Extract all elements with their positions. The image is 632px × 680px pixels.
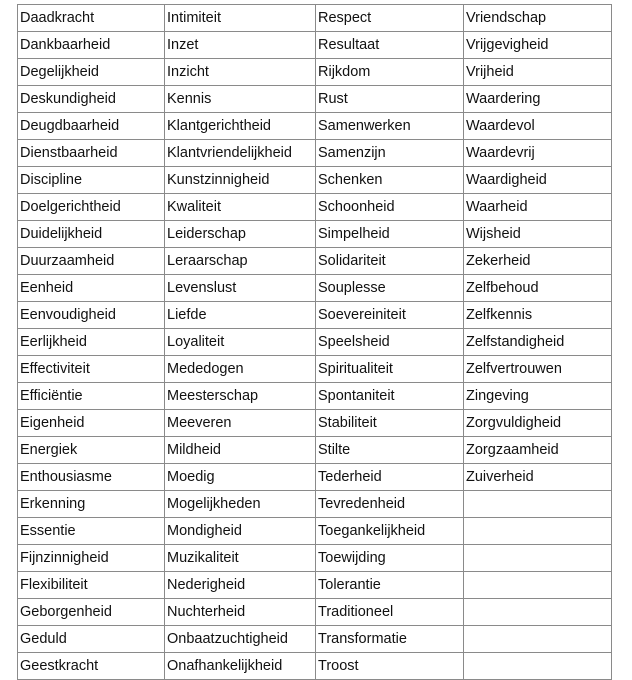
table-cell: Inzicht bbox=[165, 59, 316, 86]
table-cell: Liefde bbox=[165, 302, 316, 329]
table-row bbox=[18, 329, 612, 356]
table-cell: Essentie bbox=[18, 518, 165, 545]
table-row bbox=[18, 221, 612, 248]
table-cell: Geborgenheid bbox=[18, 599, 165, 626]
table-cell bbox=[464, 491, 612, 518]
table-cell bbox=[464, 626, 612, 653]
table-cell: Eenheid bbox=[18, 275, 165, 302]
values-table-container bbox=[17, 4, 612, 680]
table-cell: Discipline bbox=[18, 167, 165, 194]
table-cell: Toewijding bbox=[316, 545, 464, 572]
table-cell: Loyaliteit bbox=[165, 329, 316, 356]
table-cell: Intimiteit bbox=[165, 5, 316, 32]
table-cell: Muzikaliteit bbox=[165, 545, 316, 572]
table-cell: Solidariteit bbox=[316, 248, 464, 275]
table-cell: Waardevrij bbox=[464, 140, 612, 167]
table-cell: Samenwerken bbox=[316, 113, 464, 140]
table-row bbox=[18, 194, 612, 221]
table-cell: Vrijheid bbox=[464, 59, 612, 86]
table-cell: Mondigheid bbox=[165, 518, 316, 545]
table-cell: Waardigheid bbox=[464, 167, 612, 194]
table-cell bbox=[464, 572, 612, 599]
table-cell: Rust bbox=[316, 86, 464, 113]
table-cell: Energiek bbox=[18, 437, 165, 464]
table-cell bbox=[464, 599, 612, 626]
table-cell: Kunstzinnigheid bbox=[165, 167, 316, 194]
table-cell bbox=[464, 518, 612, 545]
table-cell: Eenvoudigheid bbox=[18, 302, 165, 329]
table-cell: Zorgzaamheid bbox=[464, 437, 612, 464]
table-cell: Spontaniteit bbox=[316, 383, 464, 410]
table-row bbox=[18, 626, 612, 653]
table-row bbox=[18, 491, 612, 518]
table-row bbox=[18, 599, 612, 626]
table-cell: Mededogen bbox=[165, 356, 316, 383]
table-cell: Soevereiniteit bbox=[316, 302, 464, 329]
table-cell: Waarheid bbox=[464, 194, 612, 221]
table-cell: Doelgerichtheid bbox=[18, 194, 165, 221]
table-cell: Troost bbox=[316, 653, 464, 680]
table-cell bbox=[464, 653, 612, 680]
table-row bbox=[18, 167, 612, 194]
table-cell: Stabiliteit bbox=[316, 410, 464, 437]
table-cell: Deskundigheid bbox=[18, 86, 165, 113]
table-cell: Wijsheid bbox=[464, 221, 612, 248]
table-row bbox=[18, 545, 612, 572]
table-cell: Zelfstandigheid bbox=[464, 329, 612, 356]
table-cell: Zelfvertrouwen bbox=[464, 356, 612, 383]
table-cell: Zelfbehoud bbox=[464, 275, 612, 302]
table-cell: Enthousiasme bbox=[18, 464, 165, 491]
table-cell: Zorgvuldigheid bbox=[464, 410, 612, 437]
table-cell: Stilte bbox=[316, 437, 464, 464]
table-row bbox=[18, 32, 612, 59]
table-cell: Tederheid bbox=[316, 464, 464, 491]
table-cell: Efficiëntie bbox=[18, 383, 165, 410]
values-table-body bbox=[18, 5, 612, 680]
table-cell: Spiritualiteit bbox=[316, 356, 464, 383]
table-cell: Geduld bbox=[18, 626, 165, 653]
table-row bbox=[18, 5, 612, 32]
table-cell: Mogelijkheden bbox=[165, 491, 316, 518]
table-cell: Souplesse bbox=[316, 275, 464, 302]
table-cell: Dienstbaarheid bbox=[18, 140, 165, 167]
table-cell: Tevredenheid bbox=[316, 491, 464, 518]
table-cell: Mildheid bbox=[165, 437, 316, 464]
table-cell: Flexibiliteit bbox=[18, 572, 165, 599]
table-cell: Rijkdom bbox=[316, 59, 464, 86]
table-row bbox=[18, 572, 612, 599]
table-cell: Fijnzinnigheid bbox=[18, 545, 165, 572]
table-row bbox=[18, 86, 612, 113]
table-row bbox=[18, 113, 612, 140]
table-row bbox=[18, 275, 612, 302]
table-row bbox=[18, 518, 612, 545]
table-cell: Erkenning bbox=[18, 491, 165, 518]
table-cell: Samenzijn bbox=[316, 140, 464, 167]
table-cell: Kwaliteit bbox=[165, 194, 316, 221]
table-cell: Zuiverheid bbox=[464, 464, 612, 491]
table-cell: Dankbaarheid bbox=[18, 32, 165, 59]
table-cell: Inzet bbox=[165, 32, 316, 59]
table-cell: Zekerheid bbox=[464, 248, 612, 275]
table-cell: Waardevol bbox=[464, 113, 612, 140]
table-cell: Onafhankelijkheid bbox=[165, 653, 316, 680]
table-cell: Nuchterheid bbox=[165, 599, 316, 626]
table-cell: Moedig bbox=[165, 464, 316, 491]
table-cell: Levenslust bbox=[165, 275, 316, 302]
table-row bbox=[18, 653, 612, 680]
table-row bbox=[18, 437, 612, 464]
table-cell: Schenken bbox=[316, 167, 464, 194]
values-table bbox=[17, 4, 612, 680]
table-row bbox=[18, 248, 612, 275]
table-cell: Effectiviteit bbox=[18, 356, 165, 383]
table-cell: Leraarschap bbox=[165, 248, 316, 275]
table-cell: Meesterschap bbox=[165, 383, 316, 410]
table-cell: Zingeving bbox=[464, 383, 612, 410]
table-cell bbox=[464, 545, 612, 572]
table-cell: Eigenheid bbox=[18, 410, 165, 437]
table-cell: Geestkracht bbox=[18, 653, 165, 680]
table-cell: Resultaat bbox=[316, 32, 464, 59]
table-row bbox=[18, 302, 612, 329]
table-cell: Toegankelijkheid bbox=[316, 518, 464, 545]
table-cell: Waardering bbox=[464, 86, 612, 113]
table-row bbox=[18, 140, 612, 167]
table-cell: Nederigheid bbox=[165, 572, 316, 599]
table-cell: Degelijkheid bbox=[18, 59, 165, 86]
table-cell: Vriendschap bbox=[464, 5, 612, 32]
table-cell: Duidelijkheid bbox=[18, 221, 165, 248]
table-row bbox=[18, 410, 612, 437]
table-cell: Onbaatzuchtigheid bbox=[165, 626, 316, 653]
table-cell: Daadkracht bbox=[18, 5, 165, 32]
table-row bbox=[18, 59, 612, 86]
table-cell: Meeveren bbox=[165, 410, 316, 437]
table-cell: Kennis bbox=[165, 86, 316, 113]
table-cell: Duurzaamheid bbox=[18, 248, 165, 275]
table-cell: Traditioneel bbox=[316, 599, 464, 626]
table-cell: Eerlijkheid bbox=[18, 329, 165, 356]
table-cell: Zelfkennis bbox=[464, 302, 612, 329]
table-row bbox=[18, 464, 612, 491]
table-cell: Deugdbaarheid bbox=[18, 113, 165, 140]
table-cell: Vrijgevigheid bbox=[464, 32, 612, 59]
table-cell: Schoonheid bbox=[316, 194, 464, 221]
table-cell: Tolerantie bbox=[316, 572, 464, 599]
table-cell: Simpelheid bbox=[316, 221, 464, 248]
table-cell: Speelsheid bbox=[316, 329, 464, 356]
table-row bbox=[18, 383, 612, 410]
table-cell: Klantvriendelijkheid bbox=[165, 140, 316, 167]
table-cell: Transformatie bbox=[316, 626, 464, 653]
table-cell: Klantgerichtheid bbox=[165, 113, 316, 140]
table-cell: Respect bbox=[316, 5, 464, 32]
table-row bbox=[18, 356, 612, 383]
table-cell: Leiderschap bbox=[165, 221, 316, 248]
